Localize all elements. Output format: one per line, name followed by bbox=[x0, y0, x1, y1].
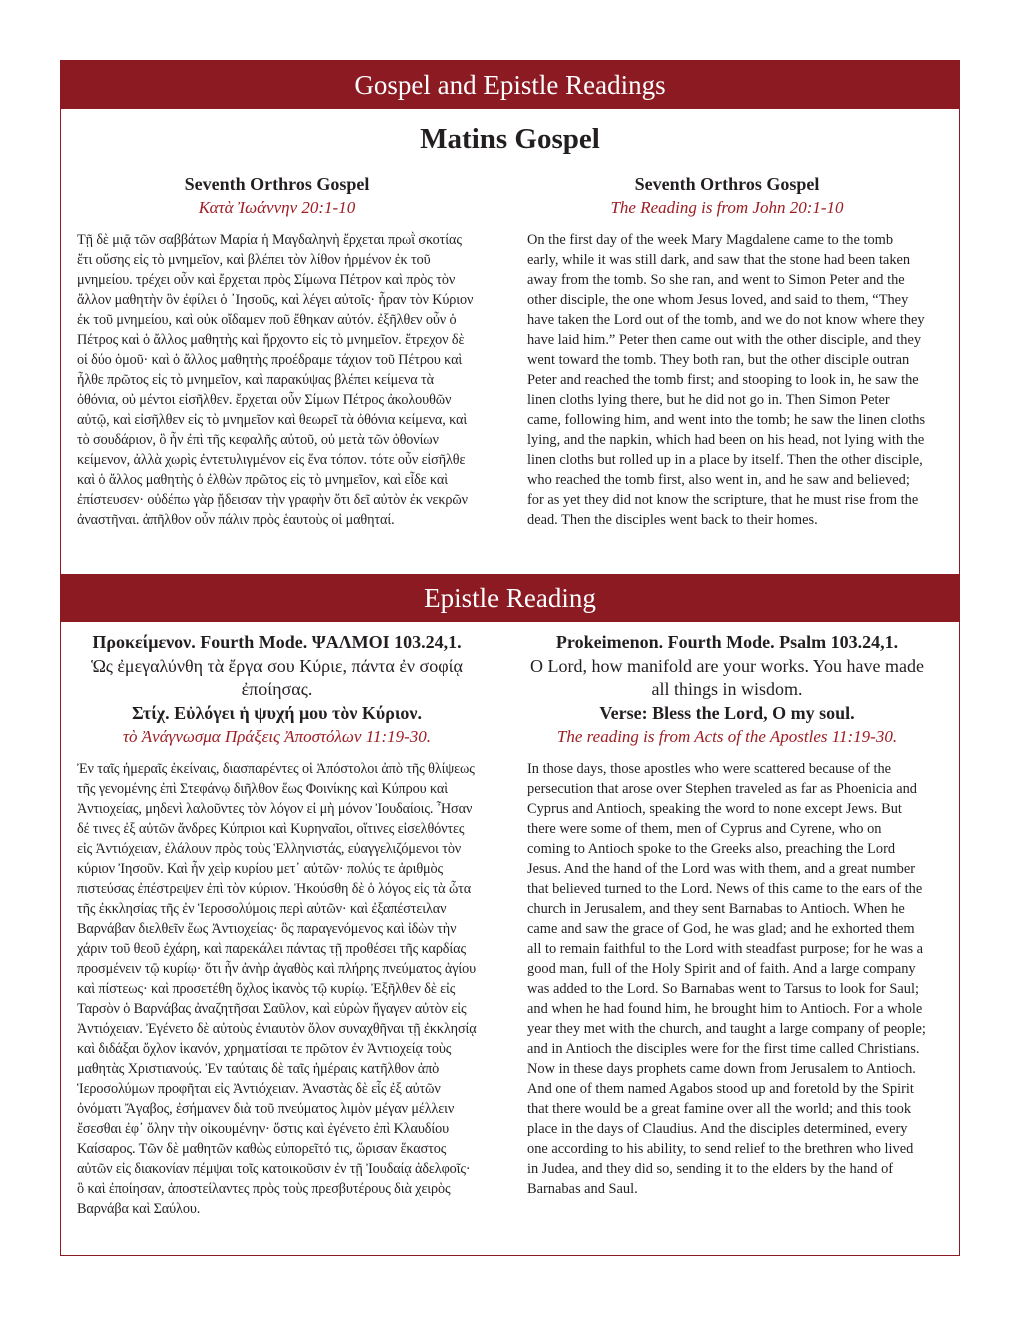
matins-english-heading: Seventh Orthros Gospel bbox=[634, 174, 820, 194]
matins-english-column bbox=[527, 173, 927, 530]
epistle-reading-title: Epistle Reading bbox=[61, 574, 959, 622]
epistle-greek-text: Ἐν ταῖς ἡμεραῖς ἐκείναις, διασπαρέντες οἱ Ἀπόστολοι ἀπὸ τῆς θλίψεως τῆς γενομένης ἐπὶ Στεφάνῳ διῆλθον ἕως Φοινίκης καὶ Κύπρου καὶ Ἀντιοχείας, μηδενὶ λαλοῦντες τὸν λόγον εἰ μὴ μόνον Ἰουδαίοις. Ἦσαν δέ τινες ἐξ αὐτῶν ἄνδρες Κύπριοι καὶ Κυρηναῖοι, οἵτινες εἰσελθόντες εἰς Ἀντιόχειαν, ἐλάλουν πρὸς τοὺς Ἑλληνιστάς, εὐαγγελιζόμενοι τὸν κύριον Ἰησοῦν. Καὶ ἦν χεὶρ κυρίου μετ᾽ αὐτῶν· πολύς τε ἀριθμὸς πιστεύσας ἐπέστρεψεν ἐπὶ τὸν κύριον. Ἠκούσθη δὲ ὁ λόγος εἰς τὰ ὦτα τῆς ἐκκλησίας τῆς ἐν Ἱεροσολύμοις περὶ αὐτῶν· καὶ ἐξαπέστειλαν Βαρνάβαν διελθεῖν ἕως Ἀντιοχείας· ὃς παραγενόμενος καὶ ἰδὼν τὴν χάριν τοῦ θεοῦ ἐχάρη, καὶ παρεκάλει πάντας τῇ προθέσει τῆς καρδίας προσμένειν τῷ κυρίῳ· ὅτι ἦν ἀνὴρ ἀγαθὸς καὶ πλήρης πνεύματος ἁγίου καὶ πίστεως· καὶ προσετέθη ὄχλος ἱκανὸς τῷ κυρίῳ. Ἐξῆλθεν δὲ εἰς Ταρσὸν ὁ Βαρνάβας ἀναζητῆσαι Σαῦλον, καὶ εὑρὼν ἤγαγεν αὐτὸν εἰς Ἀντιόχειαν. Ἐγένετο δὲ αὐτοὺς ἐνιαυτὸν ὅλον συναχθῆναι τῇ ἐκκλησίᾳ καὶ διδάξαι ὄχλον ἱκανόν, χρηματίσαι τε πρῶτον ἐν Ἀντιοχείᾳ τοὺς μαθητὰς Χριστιανούς. Ἐν ταύταις δὲ ταῖς ἡμέραις κατῆλθον ἀπὸ Ἱεροσολύμων προφῆται εἰς Ἀντιόχειαν. Ἀναστὰς δὲ εἷς ἐξ αὐτῶν ὀνόματι Ἄγαβος, ἐσήμανεν διὰ τοῦ πνεύματος λιμὸν μέγαν μέλλειν ἔσεσθαι ἐφ᾽ ὅλην τὴν οἰκουμένην· ὅστις καὶ ἐγένετο ἐπὶ Κλαυδίου Καίσαρος. Τῶν δὲ μαθητῶν καθὼς εὐπορεῖτό τις, ὥρισαν ἕκαστος αὐτῶν εἰς διακονίαν πέμψαι τοῖς κατοικοῦσιν ἐν τῇ Ἰουδαίᾳ ἀδελφοῖς· ὃ καὶ ἐποίησαν, ἀποστείλαντες πρὸς τοὺς πρεσβυτέρους διὰ χειρὸς Βαρνάβα καὶ Σαύλου. bbox=[77, 761, 477, 1217]
matins-english-reference: The Reading is from John 20:1-10 bbox=[610, 198, 844, 217]
matins-greek-reference: Κατὰ Ἰωάννην 20:1-10 bbox=[198, 198, 356, 217]
epistle-greek-stich: Στίχ. Εὐλόγει ἡ ψυχή μου τὸν Κύριον. bbox=[132, 702, 422, 723]
epistle-english-verse: O Lord, how manifold are your works. You have made all things in wisdom. bbox=[530, 655, 924, 699]
epistle-english-stich: Verse: Bless the Lord, O my soul. bbox=[599, 702, 855, 723]
epistle-english-prokeimenon: Prokeimenon. Fourth Mode. Psalm 103.24,1. bbox=[555, 632, 899, 652]
epistle-greek-column bbox=[77, 631, 477, 1219]
epistle-greek-verse: Ὡς ἐμεγαλύνθη τὰ ἔργα σου Κύριε, πάντα ἐν σοφίᾳ ἐποίησας. bbox=[91, 655, 463, 699]
page-title: Gospel and Epistle Readings bbox=[61, 61, 959, 109]
matins-greek-column bbox=[77, 173, 477, 530]
epistle-english-reference: The reading is from Acts of the Apostles 11:19-30. bbox=[556, 727, 898, 746]
epistle-english-text: In those days, those apostles who were scattered because of the persecution that arose over Stephen traveled as far as Phoenicia and Cyprus and Antioch, speaking the word to none except Jews. But there were some of them, men of Cyprus and Cyrene, who on coming to Antioch spoke to the Greeks also, preaching the Lord Jesus. And the hand of the Lord was with them, and a great number that believed turned to the Lord. News of this came to the ears of the church in Jerusalem, and they sent Barnabas to Antioch. When he came and saw the grace of God, he was glad; and he exhorted them all to remain faithful to the Lord with steadfast purpose; for he was a good man, full of the Holy Spirit and of faith. And a large company was added to the Lord. So Barnabas went to Tarsus to look for Saul; and when he had found him, he brought him to Antioch. For a whole year they met with the church, and taught a large company of people; and in Antioch the disciples were for the first time called Christians. Now in these days prophets came down from Jerusalem to Antioch. And one of them named Agabos stood up and foretold by the Spirit that there would be a great famine over all the world; and this took place in the days of Claudius. And the disciples determined, every one according to his ability, to send relief to the brethren who lived in Judea, and they did so, sending it to the elders by the hand of Barnabas and Saul. bbox=[527, 761, 926, 1197]
matins-greek-heading: Seventh Orthros Gospel bbox=[184, 174, 370, 194]
epistle-greek-prokeimenon: Προκείμενον. Fourth Mode. ΨΑΛΜΟΙ 103.24,1. bbox=[92, 632, 462, 652]
matins-greek-text: Τῇ δὲ μιᾷ τῶν σαββάτων Μαρία ἡ Μαγδαληνὴ ἔρχεται πρωῒ σκοτίας ἔτι οὔσης εἰς τὸ μνημεῖον, καὶ βλέπει τὸν λίθον ἠρμένον ἐκ τοῦ μνημείου. τρέχει οὖν καὶ ἔρχεται πρὸς Σίμωνα Πέτρον καὶ πρὸς τὸν ἄλλον μαθητὴν ὃν ἐφίλει ὁ ᾿Ιησοῦς, καὶ λέγει αὐτοῖς· ἦραν τὸν Κύριον ἐκ τοῦ μνημείου, καὶ οὐκ οἴδαμεν ποῦ ἔθηκαν αὐτόν. ἐξῆλθεν οὖν ὁ Πέτρος καὶ ὁ ἄλλος μαθητὴς καὶ ἤρχοντο εἰς τὸ μνημεῖον. ἔτρεχον δὲ οἱ δύο ὁμοῦ· καὶ ὁ ἄλλος μαθητὴς προέδραμε τάχιον τοῦ Πέτρου καὶ ἦλθε πρῶτος εἰς τὸ μνημεῖον, καὶ παρακύψας βλέπει κείμενα τὰ ὀθόνια, οὐ μέντοι εἰσῆλθεν. ἔρχεται οὖν Σίμων Πέτρος ἀκολουθῶν αὐτῷ, καὶ εἰσῆλθεν εἰς τὸ μνημεῖον καὶ θεωρεῖ τὰ ὀθόνια κείμενα, καὶ τὸ σουδάριον, ὃ ἦν ἐπὶ τῆς κεφαλῆς αὐτοῦ, οὐ μετὰ τῶν ὀθονίων κείμενον, ἀλλὰ χωρὶς ἐντετυλιγμένον εἰς ἕνα τόπον. τότε οὖν εἰσῆλθε καὶ ὁ ἄλλος μαθητὴς ὁ ἐλθὼν πρῶτος εἰς τὸ μνημεῖον, καὶ εἶδε καὶ ἐπίστευσεν· οὐδέπω γὰρ ᾔδεισαν τὴν γραφὴν ὅτι δεῖ αὐτὸν ἐκ νεκρῶν ἀναστῆναι. ἀπῆλθον οὖν πάλιν πρὸς ἑαυτοὺς οἱ μαθηταί. bbox=[77, 232, 474, 528]
epistle-greek-reference: τὸ Ἀνάγνωσμα Πράξεις Ἀποστόλων 11:19-30. bbox=[122, 727, 432, 746]
matins-gospel-title: Matins Gospel bbox=[420, 123, 600, 155]
epistle-english-column bbox=[527, 631, 927, 1199]
readings-frame bbox=[60, 60, 960, 1256]
matins-english-text: On the first day of the week Mary Magdalene came to the tomb early, while it was still dark, and saw that the stone had been taken away from the tomb. So she ran, and went to Simon Peter and the other disciple, the one whom Jesus loved, and said to them, “They have taken the Lord out of the tomb, and we do not know where they have laid him.” Peter then came out with the other disciple, and they went toward the tomb. They both ran, but the other disciple outran Peter and reached the tomb first; and stooping to look in, he saw the linen cloths lying there, but he did not go in. Then Simon Peter came, following him, and went into the tomb; he saw the linen cloths lying, and the napkin, which had been on his head, not lying with the linen cloths but rolled up in a place by itself. Then the other disciple, who reached the tomb first, also went in, and he saw and believed; for as yet they did not know the scripture, that he must rise from the dead. Then the disciples went back to their homes. bbox=[527, 232, 926, 528]
